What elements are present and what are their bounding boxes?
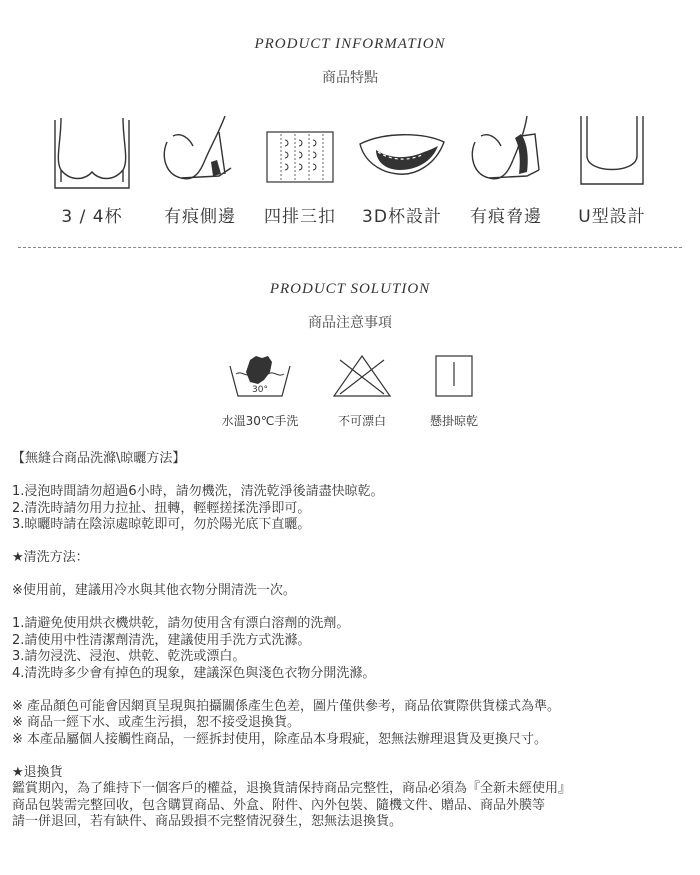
care-label: 不可漂白: [337, 414, 386, 428]
text-line: ★清洗方法：: [12, 550, 89, 565]
care-instructions-subtitle: 商品注意事項: [308, 315, 392, 331]
text-line: [12, 600, 692, 617]
text-line: [12, 748, 692, 765]
text-line: 1.浸泡時間請勿超過6小時，請勿機洗，清洗乾淨後請盡快晾乾。: [12, 484, 384, 499]
text-line: 2.清洗時請勿用力拉扯、扭轉，輕輕搓揉洗淨即可。: [12, 500, 311, 516]
text-line: 請一併退回，若有缺件、商品毀損不完整情況發生，恕無法退換貨。: [12, 814, 403, 829]
text-line: 【無縫合商品洗滌\晾曬方法】: [12, 451, 186, 466]
text-line: ★退換貨: [12, 764, 63, 780]
feature-34-cup: [42, 112, 142, 227]
text-line: 1.請避免使用烘衣機烘乾，請勿使用含有漂白溶劑的洗劑。: [12, 616, 350, 631]
feature-label: 有痕脅邊: [470, 207, 542, 227]
text-line: 鑑賞期內，為了維持下一個客戶的權益，退換貨請保持商品完整性，商品必須為『全新未經使用』: [12, 781, 572, 796]
text-line: 3.請勿浸洗、浸泡、烘乾、乾洗或漂白。: [12, 649, 246, 664]
section-divider: [18, 247, 682, 248]
text-line: [12, 682, 692, 699]
text-line: 4.清洗時多少會有掉色的現象，建議深色與淺色衣物分開洗滌。: [12, 665, 376, 681]
care-label: 水溫30℃手洗: [221, 414, 299, 428]
care-no-bleach: [314, 354, 410, 429]
wash-temperature: 30°: [252, 385, 268, 395]
text-line: ※ 本產品屬個人接觸性商品，一經拆封使用，除產品本身瑕疵，恕無法辦理退貨及更換尺寸。: [12, 731, 548, 747]
feature-3d-cup: [352, 112, 452, 227]
text-line: 商品包裝需完整回收，包含購買商品、外盒、附件、內外包裝、隨機文件、贈品、商品外膜等: [12, 797, 546, 813]
care-hang-dry: [406, 354, 502, 429]
care-hand-wash: [212, 354, 308, 429]
product-features-subtitle: 商品特點: [322, 70, 378, 86]
text-line: ※ 商品一經下水、或產生污損，恕不接受退換貨。: [12, 715, 301, 730]
product-solution-title: PRODUCT SOLUTION: [269, 281, 431, 297]
feature-label: U型設計: [578, 207, 646, 227]
feature-hook-and-eye: [250, 112, 350, 227]
text-line: [12, 567, 692, 584]
text-line: [12, 534, 692, 551]
product-information-title: PRODUCT INFORMATION: [254, 36, 446, 52]
text-line: ※使用前，建議用冷水與其他衣物分開清洗一次。: [12, 583, 296, 598]
u-back-icon: [567, 112, 657, 192]
bra-34-cup-icon: [47, 112, 137, 192]
feature-label: 3D杯設計: [362, 207, 442, 227]
feature-label: 有痕側邊: [164, 207, 236, 227]
care-label: 懸掛晾乾: [429, 414, 478, 428]
text-line: [12, 468, 692, 485]
hand-wash-30-icon: [228, 354, 292, 398]
feature-u-back: [562, 112, 662, 227]
3d-cup-icon: [354, 112, 450, 192]
text-line: 2.請使用中性清潔劑清洗，建議使用手洗方式洗滌。: [12, 632, 311, 648]
care-and-return-notes: [12, 451, 692, 831]
text-line: 3.晾曬時請在陰涼處晾乾即可，勿於陽光底下直曬。: [12, 517, 311, 532]
bra-side-seam-icon: [155, 112, 245, 192]
feature-wing-seam: [456, 112, 556, 227]
feature-side-seam: [150, 112, 250, 227]
bra-wing-seam-icon: [461, 112, 551, 192]
feature-label: 四排三扣: [264, 207, 336, 227]
four-row-three-hook-icon: [255, 112, 345, 192]
feature-label: 3 / 4杯: [61, 207, 123, 227]
no-bleach-icon: [332, 354, 392, 398]
text-line: ※ 產品顏色可能會因網頁呈現與拍攝關係產生色差，圖片僅供參考，商品依實際供貨樣式為準。: [12, 698, 561, 714]
hang-dry-icon: [434, 354, 474, 398]
